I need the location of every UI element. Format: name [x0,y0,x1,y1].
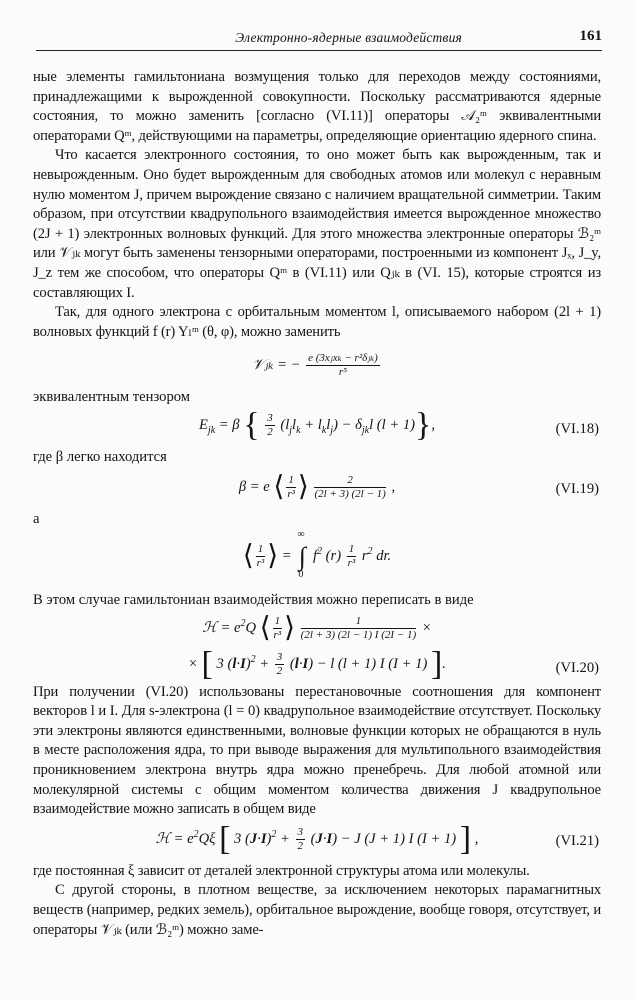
equation-vi-19 [33,468,601,510]
equation-vjk-fraction [306,352,380,379]
equation-mean-r3 [33,529,601,591]
equation-vi-18 [33,408,601,448]
equation-vi-19-formula: β = e ⟨ $\frac{1}{\text{r³}}$ ⟩ $\frac{2}{(2l + 3) (2l - 1)}$ , [238,471,396,503]
paragraph-5: где β легко находится [33,448,167,465]
paragraph-6: а [33,510,40,527]
running-header [36,28,602,51]
text-body [33,68,601,940]
equation-vi-20 [33,611,601,683]
paragraph-2: Что касается электронного состояния, то оно может быть как вырожденным, так и невырожденным. Оно будет вырожденным для свободных атомов или молекул с неравным нулю моментом J, причем вырождение связано с наличием вращательной симметрии. Таким образом, при отсутствии квадрупольного взаимодействия имеется вырожденное множество (2J + 1) электронных волновых функций. Для этого множества электронные операторы ℬ₂ᵐ или 𝒱ⱼₖ могут быть заменены тензорными операторами, построенными из компонент Jₓ, J_y, J_z тем же способом, что операторы Qᵐ в (VI.11) или Qⱼₖ в (VI. 15), которые строятся из составляющих I. [33,147,601,301]
running-title: Электронно-ядерные взаимодействия [235,30,462,45]
page-number: 161 [579,28,602,44]
paragraph-7: В этом случае гамильтониан взаимодействия можно переписать в виде [33,592,474,609]
equation-vi-20-line-1: ℋ = $e^2Q$ ⟨ $\frac{1}{\text{r³}}$ ⟩ $\frac{1}{(2l + 3) (2l - 1) I (2I - 1)}$ × [202,612,432,644]
equation-vjk-numerator: e (3xⱼxₖ − r²δⱼₖ) [308,352,378,365]
equation-vjk-denominator: r⁵ [338,366,348,379]
equation-vi-20-line-2: × [ 3 $(l\cdot I)^2$ + $\frac{3}{2}$ (l·I) − l (l + 1) I (I + 1) ]. [188,645,446,683]
equation-vjk-lhs: 𝒱ⱼₖ = − [252,357,301,374]
paragraph-10: С другой стороны, в плотном веществе, за исключением некоторых парамагнитных веществ (например, редких земель), орбитальное вырождение, вообще говоря, отсутствует, и операторы 𝒱ⱼₖ (или ℬ₂ᵐ) можно заме- [33,882,601,938]
paragraph-8: При получении (VI.20) использованы перестановочные соотношения для компонент векторов l и I. Для s-электрона (l = 0) квадрупольное взаимодействие отсутствует. Поскольку эти электроны являются единственными, волновые функции которых не обращаются в нуль в месте расположения ядра, то при выводе выражения для мультипольного взаимодействия проникновением электрона внутрь ядра можно пренебречь. Для любой атомной или молекулярной системы с общим моментом количества движения J квадрупольное взаимодействие можно записать в общем виде [33,683,601,818]
equation-vjk [33,344,601,388]
equation-vi-19-label: (VI.19) [555,480,599,497]
equation-vi-21-formula: ℋ = $e^2Q\xi$ [ 3 $(J\cdot I)^2$ + $\frac{3}{2}$ (J·I) − J (J + 1) I (I + 1) ] , [155,820,479,858]
paragraph-9: где постоянная ξ зависит от деталей электронной структуры атома или молекулы. [33,862,530,879]
paragraph-3: Так, для одного электрона с орбитальным моментом l, описываемого набором (2l + 1) волновых функций f (r) Yₗᵐ (θ, φ), можно заменить [33,304,601,340]
equation-vi-20-label: (VI.20) [555,659,599,676]
equation-vi-21-label: (VI.21) [555,832,599,849]
equation-vi-18-formula: $E_{jk} = \beta$ { $\frac{3}{2}$ $(l_jl_k + l_kl_j) - \delta_{jk}l$ (l + 1)}, [199,406,435,444]
equation-mean-r3-formula: ⟨ $\frac{1}{\text{r³}}$ ⟩ = ∞ ∫ 0 $f^2$ (r) $\frac{1}{\text{r³}}$ $r^2$ dr. [242,528,392,580]
paragraph-1: ные элементы гамильтониана возмущения только для переходов между состояниями, принадлежащими к вырожденной совокупности. Поскольку рассматриваются ядерные состояния, то можно заменить [согласно (VI.11)] операторы 𝒜₂ᵐ эквивалентными операторами Qᵐ, действующими на параметры, определяющие ориентацию ядерного спина. [33,69,601,144]
equation-vi-18-label: (VI.18) [555,420,599,437]
paragraph-4: эквивалентным тензором [33,389,190,406]
equation-vi-21 [33,820,601,862]
